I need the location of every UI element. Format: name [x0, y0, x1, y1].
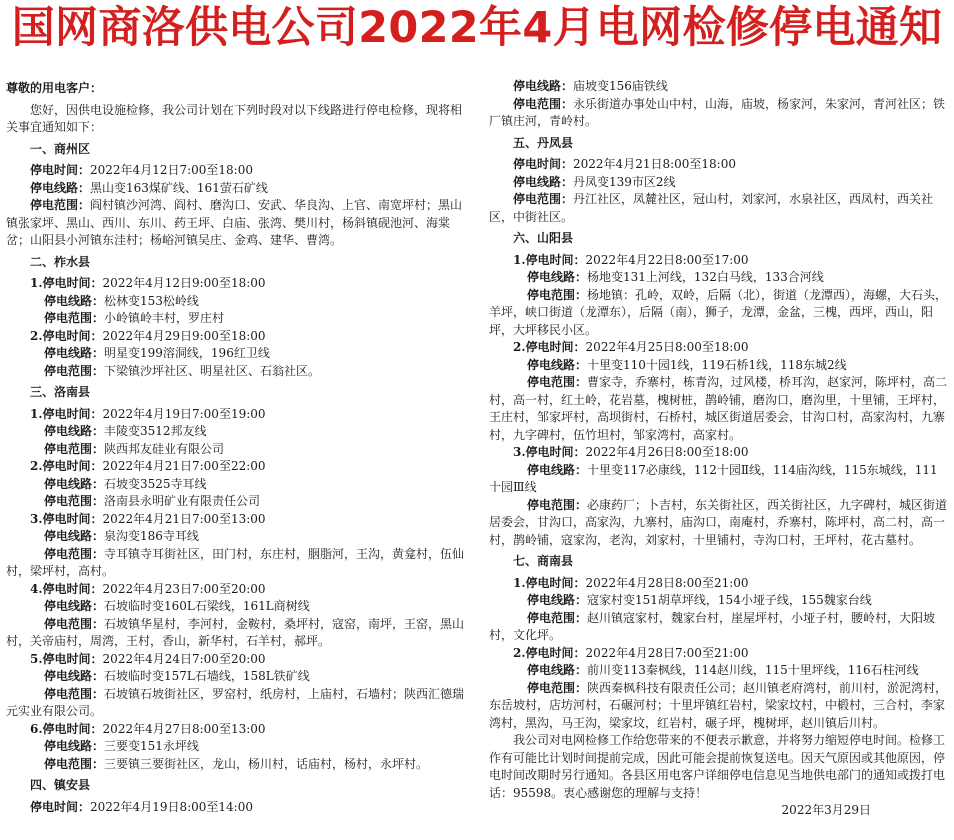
- outage-line: 停电线路：三要变151永坪线: [44, 739, 199, 753]
- section-heading-shanyang: 六、山阳县: [513, 231, 574, 245]
- outage-line: 停电线路：石坡临时变160L石梁线，161L商树线: [44, 599, 310, 613]
- outage-scope: 停电范围：石坡镇华星村，李河村，金鞍村，桑坪村，寇窑，南坪，王窑，黑山村，关帝庙村，周湾，王村，香山，新华村，石羊村，郝坪。: [6, 616, 465, 648]
- outage-time: 3.停电时间：2022年4月21日7:00至13:00: [30, 511, 266, 526]
- outage-line: 停电线路：石坡变3525寺耳线: [44, 476, 207, 491]
- outage-scope: 停电范围：赵川镇寇家村，魏家台村，崖屋坪村，小垭子村，腰岭村，大阳坡村，文化坪。: [489, 610, 936, 642]
- outage-time: 6.停电时间：2022年4月27日8:00至13:00: [30, 721, 266, 736]
- outage-time: 1.停电时间：2022年4月19日7:00至19:00: [30, 406, 266, 421]
- outage-time: 2.停电时间：2022年4月25日8:00至18:00: [513, 340, 749, 354]
- outage-time: 2.停电时间：2022年4月29日9:00至18:00: [30, 328, 266, 343]
- closing-paragraph: 我公司对电网检修工作给您带来的不便表示歉意，并将努力缩短停电时间。检修工作有可能比计划时间提前完成，因此可能会提前恢复送电。因天气原因或其他原因，停电时间改期时另行通知。各县区用电客户详细停电信息见当地供电部门的通知或拨打电话：95598。衷心感谢您的理解与支持！: [489, 733, 946, 800]
- outage-scope: 停电范围：永乐街道办事处山中村，山海，庙坡，杨家河，朱家河，青河社区；铁厂镇庄河，青岭村。: [489, 96, 946, 128]
- outage-line: 停电线路：黑山变163煤矿线、161萤石矿线: [30, 180, 268, 195]
- section-heading-luonan: 三、洛南县: [30, 385, 91, 399]
- outage-scope: 停电范围：三要镇三要街社区，龙山，杨川村，话庙村，杨村，永坪村。: [44, 756, 429, 771]
- outage-time: 停电时间：2022年4月21日8:00至18:00: [513, 157, 736, 171]
- outage-line: 停电线路：寇家村变151胡草坪线，154小垭子线，155魏家台线: [527, 593, 872, 607]
- section-heading-shangzhou: 一、商州区: [30, 141, 91, 156]
- outage-time: 5.停电时间：2022年4月24日7:00至20:00: [30, 651, 266, 666]
- outage-time: 1.停电时间：2022年4月22日8:00至17:00: [513, 252, 749, 267]
- outage-line: 停电线路：明星变199溶洞线，196红卫线: [44, 346, 270, 360]
- page-title: 国网商洛供电公司2022年4月电网检修停电通知: [11, 3, 943, 53]
- outage-scope: 停电范围：陕西秦枫科技有限责任公司；赵川镇老府湾村，前川村，淤泥湾村，东岳坡村，店坊河村，石碾河村；十里坪镇红岩村，梁家坟村，中椴村，三合村，李家湾村，黑沟，马王沟，梁家坟，红岩村，碾子坪，槐树坪，赵川镇后川村。: [489, 680, 948, 730]
- outage-line: 停电线路：泉沟变186寺耳线: [44, 529, 199, 543]
- section-heading-zhashui: 二、柞水县: [30, 254, 91, 269]
- outage-time: 停电时间：2022年4月12日7:00至18:00: [30, 163, 253, 177]
- outage-time: 1.停电时间：2022年4月12日9:00至18:00: [30, 276, 266, 290]
- outage-time: 停电时间：2022年4月19日8:00至14:00: [30, 799, 253, 814]
- outage-scope: 停电范围：阎村镇沙河湾、阎村、磨沟口、安武、华良沟、上官、南宽坪村；黑山镇张家坪、黑山、西川、东川、药王坪、白庙、张湾、樊川村，杨斜镇砚池河、海棠岔；山阳县小河镇东洼村；杨峪河镇吴庄、金鸡、建华、曹湾。: [6, 198, 463, 247]
- outage-line: 停电线路：十里变110十园1线，119石桥1线，118东城2线: [527, 357, 847, 372]
- outage-scope: 停电范围：下梁镇沙坪社区、明星社区、石翁社区。: [44, 363, 321, 378]
- greeting: 尊敬的用电客户：: [6, 81, 103, 95]
- outage-time: 2.停电时间：2022年4月21日7:00至22:00: [30, 459, 266, 473]
- outage-time: 3.停电时间：2022年4月26日8:00至18:00: [513, 445, 749, 459]
- outage-time: 4.停电时间：2022年4月23日7:00至20:00: [30, 581, 266, 596]
- left-column: [6, 80, 465, 816]
- outage-time: 1.停电时间：2022年4月28日8:00至21:00: [513, 575, 749, 590]
- section-heading-zhenan: 四、镇安县: [30, 778, 91, 792]
- outage-line: 停电线路：石坡临时变157L石墙线，158L铁矿线: [44, 669, 310, 683]
- outage-time: 2.停电时间：2022年4月28日7:00至21:00: [513, 645, 749, 660]
- outage-line: 停电线路：杨地变131上河线，132白马线，133合河线: [527, 270, 824, 284]
- section-heading-danfeng: 五、丹凤县: [513, 135, 574, 150]
- outage-scope: 停电范围：必康药厂；卜吉村，东关街社区，西关街社区，九字碑村，城区街道居委会，甘沟口，高家沟，九寨村，庙沟口，南庵村，乔寨村，陈坪村，高二村，高一村，鹊岭铺，寇家沟，老沟，刘家村，十里铺村，寺沟口村，王坪村，花古墓村。: [489, 497, 948, 547]
- outage-line: 停电线路：松林变153松岭线: [44, 293, 199, 308]
- right-column: [489, 78, 949, 820]
- issue-date: 2022年3月29日: [781, 803, 871, 817]
- outage-line: 停电线路：丹凤变139市区2线: [513, 174, 676, 189]
- outage-line: 停电线路：前川变113秦枫线，114赵川线，115十里坪线，116石柱河线: [527, 663, 919, 677]
- intro-paragraph: 您好，因供电设施检修，我公司计划在下列时段对以下线路进行停电检修，现将相关事宜通知如下：: [6, 102, 463, 134]
- outage-scope: 停电范围：洛南县永明矿业有限责任公司: [44, 494, 261, 508]
- outage-scope: 停电范围：小岭镇岭丰村，罗庄村: [44, 311, 225, 325]
- outage-line: 停电线路：十里变117必康线，112十园Ⅱ线，114庙沟线，115东城线，111十园Ⅲ线: [489, 462, 938, 494]
- outage-scope: 停电范围：丹江社区，凤麓社区，冠山村，刘家河，水泉社区，西凤村，西关社区，中街社区。: [489, 192, 934, 224]
- outage-scope: 停电范围：曹家寺，乔寨村，栋青沟，过风楼，桥耳沟，赵家河，陈坪村，高二村，高一村，红土岭，花岩墓，槐树桩，鹊岭铺，磨沟口，磨沟里，十里铺，王坪村，王庄村，邹家坪村，高坝街村，石桥村，城区街道居委会，甘沟口村，高家沟村，九寨村，九字碑村，伍竹坦村，邹家湾村，高家村。: [489, 375, 948, 442]
- outage-scope: 停电范围：寺耳镇寺耳街社区，田门村，东庄村，胭脂河，王沟，黄龛村，伍仙村，梁坪村，高村。: [6, 546, 465, 578]
- outage-line: 停电线路：丰陵变3512邦友线: [44, 424, 207, 438]
- outage-scope: 停电范围：杨地镇：孔岭，双岭，后隔（北），街道（龙潭西），海螺，大石头，羊坪，峡口街道（龙潭东），后隔（南），狮子，龙潭，金盆，三槐，西坪，西山，阳坪，大坪移民小区。: [489, 287, 948, 337]
- outage-line: 停电线路：庙坡变156庙铁线: [513, 79, 668, 93]
- outage-scope: 停电范围：陕西邦友硅业有限公司: [44, 441, 225, 456]
- section-heading-shangnan: 七、商南县: [513, 554, 574, 568]
- outage-scope: 停电范围：石坡镇石坡街社区，罗窑村，纸房村，上庙村，石墙村；陕西汇德瑞元实业有限公司。: [6, 686, 465, 718]
